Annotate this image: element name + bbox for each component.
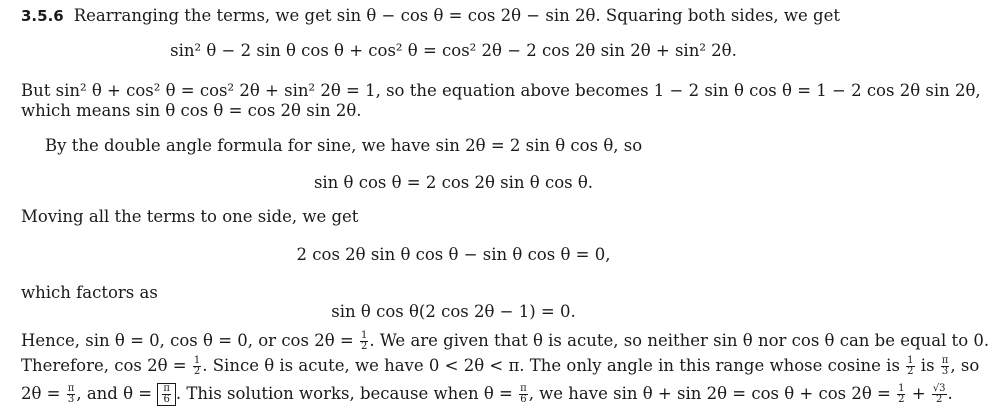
fraction-pi-over-six: $\frac{\pi}{6}$ — [163, 383, 170, 405]
problem-label: 3.5.6 — [21, 7, 64, 25]
fraction-one-half: $\frac{1}{2}$ — [898, 383, 905, 405]
text-line-3: But sin² θ + cos² θ = cos² 2θ + sin² 2θ = 1, so the equation above becomes 1 − 2 sin θ cos θ = 1 − 2 cos 2θ sin 2θ, — [21, 81, 981, 100]
fraction-pi-over-three: $\frac{\pi}{3}$ — [67, 383, 75, 405]
text-line-7: Moving all the terms to one side, we get — [21, 207, 359, 226]
problem-intro — [21, 6, 840, 26]
text-line-therefore: Therefore, cos 2θ = $\frac{1}{2}$ . Since θ is acute, we have 0 < 2θ < π. The only angle in this range whose cosine is $\frac{1}{2}$ is $\frac{\pi}{3}$ , so — [21, 355, 980, 377]
fraction-one-half: $\frac{1}{2}$ — [907, 355, 914, 377]
text-line-final: 2θ = $\frac{\pi}{3}$ , and θ = $\frac{\pi}{6}$ . This solution works, because when θ = $\frac{\pi}{6}$ , we have sin θ + sin 2θ = cos θ + cos 2θ = $\frac{1}{2}$ + $\frac{√3}{2}$ . — [21, 383, 953, 405]
text-line-9: which factors as — [21, 283, 158, 302]
text-line-hence: Hence, sin θ = 0, cos θ = 0, or cos 2θ = $\frac{1}{2}$ . We are given that θ is acute, so neither sin θ nor cos θ can be equal to 0. — [21, 330, 989, 352]
equation-moved: 2 cos 2θ sin θ cos θ − sin θ cos θ = 0, — [296, 245, 611, 264]
boxed-answer — [157, 383, 176, 406]
fraction-pi-over-six: $\frac{\pi}{6}$ — [520, 383, 527, 405]
text-line-1: Rearranging the terms, we get sin θ − cos θ = cos 2θ − sin 2θ. Squaring both sides, we get — [73, 6, 840, 25]
text-line-5: By the double angle formula for sine, we have sin 2θ = 2 sin θ cos θ, so — [45, 136, 643, 155]
fraction-sqrt3-over-two: $\frac{√3}{2}$ — [932, 383, 946, 405]
fraction-one-half: $\frac{1}{2}$ — [360, 330, 368, 352]
equation-factored: sin θ cos θ(2 cos 2θ − 1) = 0. — [331, 302, 576, 321]
text-line-4: which means sin θ cos θ = cos 2θ sin 2θ. — [21, 101, 362, 120]
fraction-pi-over-three: $\frac{\pi}{3}$ — [941, 355, 949, 377]
equation-squared: sin² θ − 2 sin θ cos θ + cos² θ = cos² 2θ − 2 cos 2θ sin 2θ + sin² 2θ. — [170, 41, 737, 60]
fraction-one-half: $\frac{1}{2}$ — [193, 355, 201, 377]
equation-double-angle: sin θ cos θ = 2 cos 2θ sin θ cos θ. — [313, 173, 594, 192]
